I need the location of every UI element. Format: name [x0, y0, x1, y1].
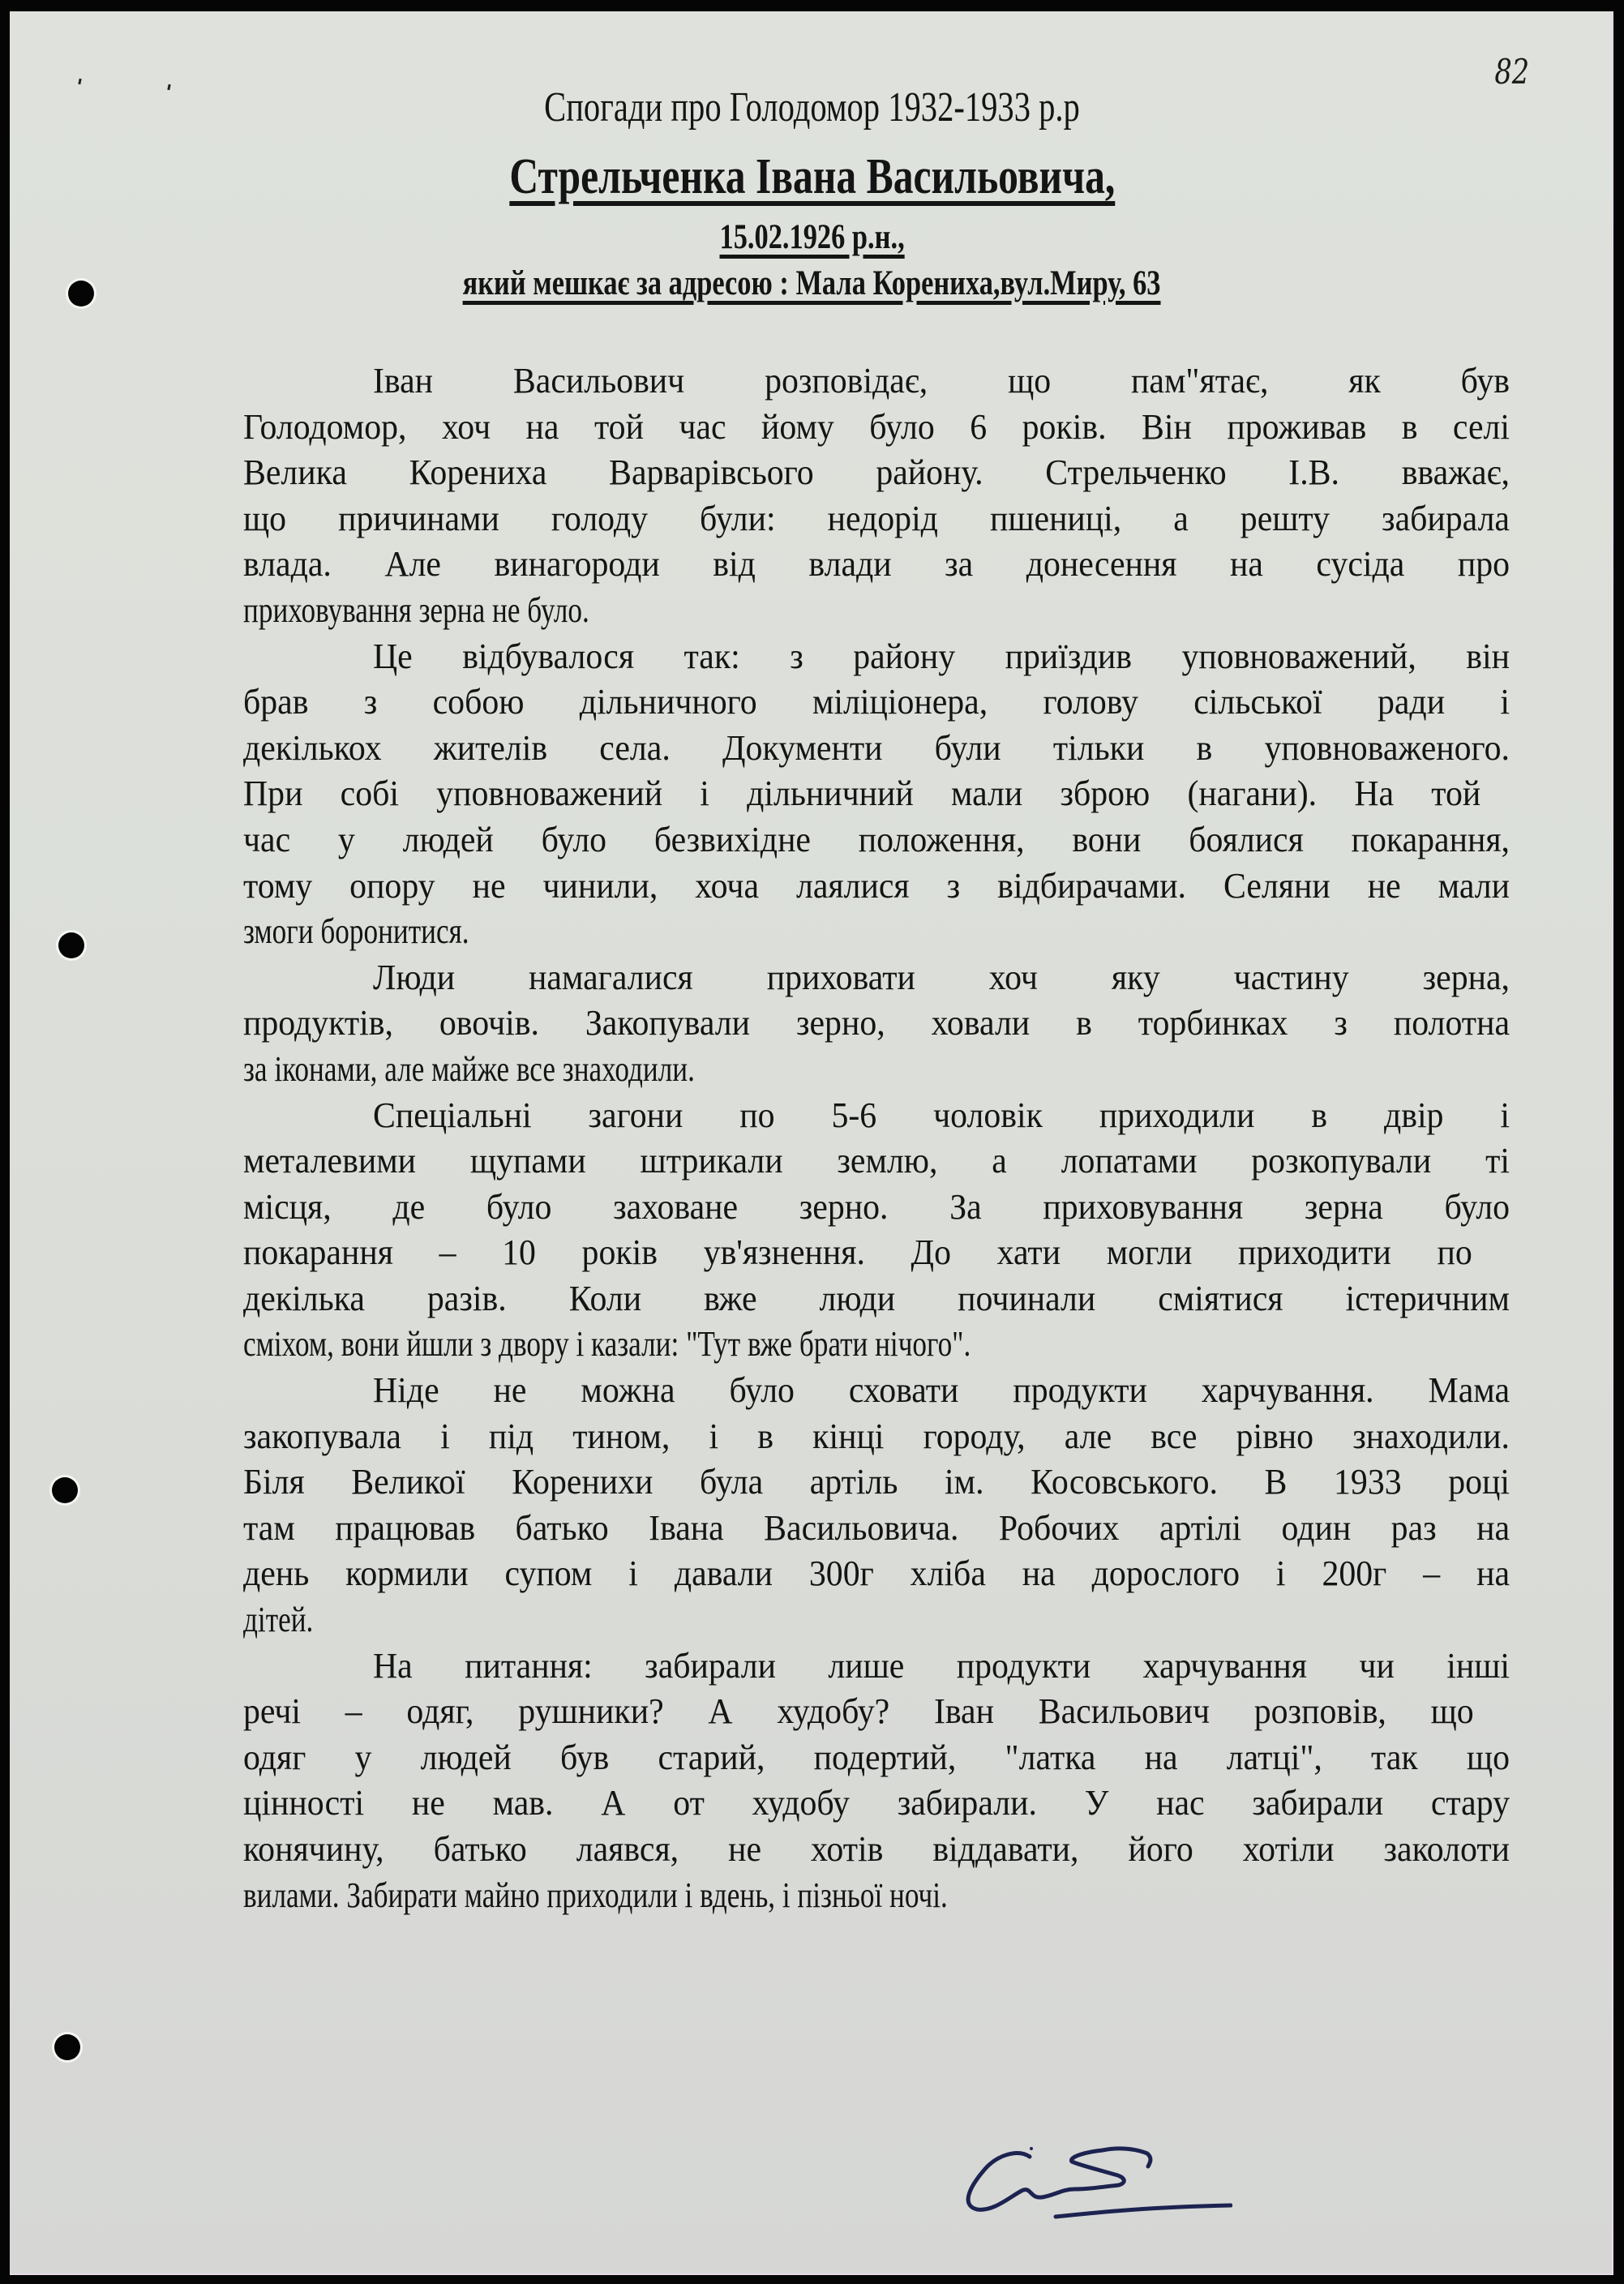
text-line-content: Іван Васильович розповідає, що пам"ятає, як був [373, 361, 1510, 401]
text-line-content: закопувала і під тином, і в кінці городу, але все рівно знаходили. [243, 1416, 1510, 1456]
text-line [243, 1414, 1512, 1460]
text-line [243, 1873, 1512, 1919]
text-line [243, 450, 1512, 496]
text-line-content: конячину, батько лаявся, не хотів віддавати, його хотіли заколоти [243, 1829, 1510, 1869]
text-line [243, 863, 1512, 910]
text-line [243, 634, 1512, 680]
text-line-content: декількох жителів села. Документи були тільки в уповноваженого. [243, 727, 1510, 768]
text-line-content: Це відбувалося так: з району приїздив уповноважений, він [373, 636, 1510, 676]
text-line [243, 1185, 1512, 1231]
text-line [243, 1597, 1512, 1643]
text-line [243, 1138, 1512, 1185]
text-line [243, 358, 1512, 405]
text-line [243, 771, 1512, 817]
text-line-content: змоги боронитися. [243, 911, 469, 952]
text-line-content: що причинами голоду були: недорід пшениці, а решту забирала [243, 498, 1510, 538]
text-line-content: покарання – 10 років ув'язнення. До хати могли приходити по [243, 1232, 1472, 1273]
address-heading [0, 264, 1624, 303]
punch-hole [54, 2034, 80, 2060]
text-line-content: Спеціальні загони по 5-6 чоловік приходили в двір і [373, 1095, 1510, 1135]
text-line-content: одяг у людей був старий, подертий, "латка на латці", так що [243, 1737, 1510, 1777]
text-line-content: металевими щупами штрикали землю, а лопатами розкопували ті [243, 1141, 1510, 1181]
signature-underline [1056, 2205, 1231, 2217]
text-line [243, 1551, 1512, 1597]
text-line-content: брав з собою дільничного міліціонера, голову сільської ради і [243, 682, 1510, 722]
text-line [243, 1322, 1512, 1368]
birth-date-heading [0, 217, 1624, 257]
handwritten-page-number: 82 [1494, 52, 1530, 92]
text-line-content: вилами. Забирати майно приходили і вдень, і пізньої ночі. [243, 1875, 948, 1915]
signature-dot [1030, 2147, 1033, 2150]
text-line [243, 1230, 1512, 1276]
text-line-content: декілька разів. Коли вже люди починали сміятися істеричним [243, 1278, 1510, 1318]
document-body [243, 358, 1512, 1918]
text-line [243, 1368, 1512, 1414]
text-line-content: там працював батько Івана Васильовича. Робочих артілі один раз на [243, 1507, 1510, 1548]
text-line-content: продуктів, овочів. Закопували зерно, ховали в торбинках з полотна [243, 1003, 1510, 1043]
person-name-heading [0, 148, 1624, 206]
text-line-content: цінності не мав. А от худобу забирали. У нас забирали стару [243, 1783, 1510, 1823]
document-title [0, 84, 1624, 131]
text-line [243, 588, 1512, 634]
text-line [243, 1459, 1512, 1506]
text-line-content: час у людей було безвихідне положення, вони боялися покарання, [243, 819, 1510, 859]
text-line-content: дітей. [243, 1600, 314, 1640]
text-line-content: приховування зерна не було. [243, 589, 589, 630]
text-line-content: за іконами, але майже все знаходили. [243, 1048, 695, 1089]
text-line [243, 726, 1512, 772]
text-line-content: При собі уповноважений і дільничний мали зброю (нагани). На той [243, 773, 1481, 814]
text-line [243, 496, 1512, 542]
text-line-content: Голодомор, хоч на той час йому було 6 років. Він проживав в селі [243, 406, 1510, 447]
text-line [243, 955, 1512, 1001]
text-line [243, 1047, 1512, 1093]
text-line [243, 1506, 1512, 1552]
text-line [243, 1735, 1512, 1781]
signature [941, 2140, 1232, 2230]
text-line-content: місця, де було заховане зерно. За приховування зерна було [243, 1186, 1510, 1227]
text-line-content: тому опору не чинили, хоча лаялися з відбирачами. Селяни не мали [243, 865, 1510, 906]
text-line-content: сміхом, вони йшли з двору і казали: "Тут вже брати нічого". [243, 1324, 971, 1365]
signature-stroke [968, 2149, 1151, 2209]
text-line-content: влада. Але винагороди від влади за донесення на сусіда про [243, 544, 1510, 585]
title-text: Спогади про Голодомор 1932-1933 р.р [544, 84, 1080, 131]
person-name-text: Стрельченка Івана Васильовича, [509, 149, 1115, 204]
text-line-content: речі – одяг, рушники? А худобу? Іван Васильович розповів, що [243, 1691, 1474, 1732]
address-text: який мешкає за адресою : Мала Корениха,вул.Миру, 63 [463, 264, 1161, 302]
text-line [243, 1827, 1512, 1873]
text-line [243, 542, 1512, 588]
punch-hole [58, 932, 84, 958]
text-line [243, 817, 1512, 863]
text-line [243, 1643, 1512, 1690]
text-line [243, 405, 1512, 451]
text-line-content: Велика Корениха Варварівсього району. Стрельченко І.В. вважає, [243, 452, 1510, 493]
text-line [243, 1093, 1512, 1139]
text-line [243, 1001, 1512, 1047]
text-line [243, 909, 1512, 955]
text-line [243, 1276, 1512, 1322]
text-line [243, 1689, 1512, 1735]
birth-date-text: 15.02.1926 р.н., [719, 218, 905, 256]
text-line-content: На питання: забирали лише продукти харчування чи інші [373, 1645, 1510, 1686]
text-line-content: день кормили супом і давали 300г хліба на дорослого і 200г – на [243, 1553, 1510, 1594]
text-line-content: Люди намагалися приховати хоч яку частину зерна, [373, 957, 1510, 997]
text-line [243, 679, 1512, 726]
text-line-content: Біля Великої Коренихи була артіль ім. Косовського. В 1933 році [243, 1462, 1510, 1502]
punch-hole [52, 1477, 78, 1503]
text-line-content: Ніде не можна було сховати продукти харчування. Мама [373, 1370, 1510, 1411]
text-line [243, 1780, 1512, 1827]
